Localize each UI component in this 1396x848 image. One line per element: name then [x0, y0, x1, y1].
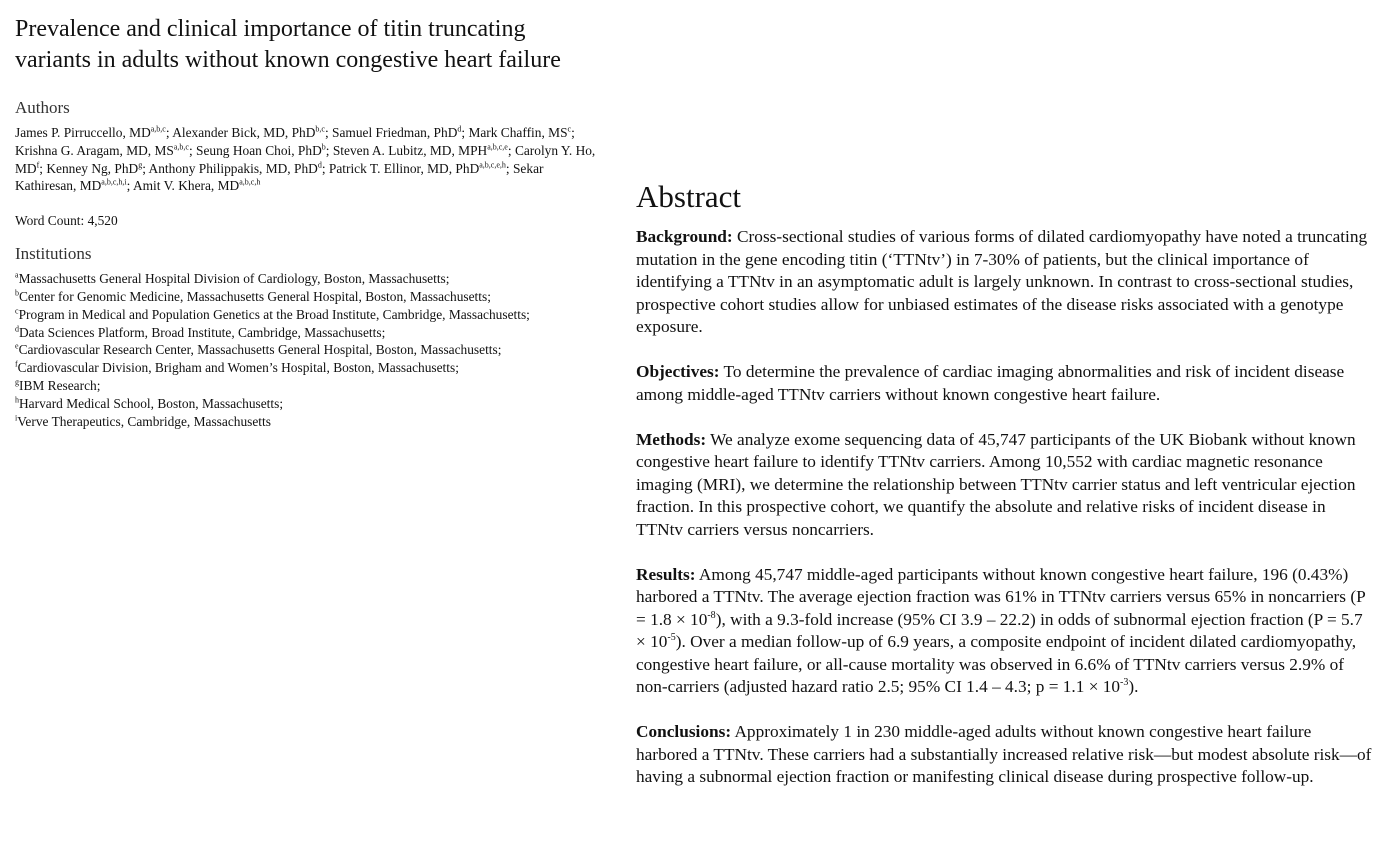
author — [15, 125, 166, 140]
paper-title: Prevalence and clinical importance of titin truncating variants in adults without known congestive heart failure — [15, 16, 561, 73]
conclusions-text: Approximately 1 in 230 middle-aged adults without known congestive heart failure harbored a TTNtv. These carriers had a substantially increased relative risk—but modest absolute risk—of having a subnormal ejection fraction or manifesting clinical disease during prospective follow-up. — [636, 722, 1372, 786]
author-affiliation: a,b,c,e,h — [479, 160, 506, 170]
institution-list — [15, 270, 615, 430]
results-text: ). Over a median follow-up of 6.9 years, a composite endpoint of incident dilated cardiomyopathy, congestive heart failure, or all-cause mortality was observed in 6.6% of TTNtv carriers versus 2.9% of non-carriers (adjusted hazard ratio 2.5; 95% CI 1.4 – 4.3; p = 1.1 × 10 — [636, 632, 1357, 696]
author — [15, 143, 189, 158]
author-affiliation: d — [457, 124, 462, 134]
author — [329, 161, 506, 176]
abstract-conclusions — [636, 721, 1376, 789]
author-affiliation: b,c — [315, 124, 325, 134]
institution-item — [15, 324, 615, 342]
author — [133, 178, 260, 193]
methods-label: Methods: — [636, 429, 707, 449]
results-label: Results: — [636, 564, 696, 584]
author-name: James P. Pirruccello, MD — [15, 125, 151, 140]
institution-item — [15, 377, 615, 395]
title-page-left-column — [15, 14, 615, 430]
institution-key: a — [15, 270, 19, 280]
author-name: Alexander Bick, MD, PhD — [172, 125, 316, 140]
institution-key: i — [15, 413, 18, 423]
author-name: Krishna G. Aragam, MD, MS — [15, 142, 174, 158]
results-text: Among 45,747 middle-aged participants without known congestive heart failure, 196 (0.43%) harbored a TTNtv. The average ejection fraction was 61% in TTNtv carriers versus 65% in noncarriers (P = 1.8 × 10 — [636, 564, 1366, 629]
conclusions-label: Conclusions: — [636, 722, 732, 741]
author-name: Sekar Kathiresan, MD — [15, 160, 544, 194]
author-affiliation: d — [317, 160, 322, 170]
author-affiliation: a,b,c — [150, 124, 166, 134]
abstract-heading: Abstract — [636, 179, 742, 214]
institution-item — [15, 270, 615, 288]
author-affiliation: a,b,c,e — [487, 142, 508, 152]
institution-item — [15, 413, 615, 431]
author-affiliation: a,b,c,h — [239, 177, 261, 187]
author-affiliation: g — [138, 160, 143, 170]
institution-text: Cardiovascular Research Center, Massachusetts General Hospital, Boston, Massachusetts; — [18, 342, 502, 358]
author-name: Samuel Friedman, PhD — [332, 125, 458, 140]
author — [332, 125, 461, 140]
author-list: James P. Pirruccello, MD$^{a,b,c}$; Alexander Bick, MD, PhD$^{b,c}$; Samuel Friedman, PhD$^d$; Mark Chaffin, $MS^c$; Krishna G. Aragam, MD, MS$^{a,b,c}$; Seung Hoan Choi, PhD$^b$; Steven A. Lubitz, MD, MPH$^{a,b,c,e}$; Carolyn Y. Ho, $MD^f$; Kenney Ng, PhD$^g$; Anthony Philippakis, MD, PhD$^d$; Patrick T. Ellinor, MD, PhD$^{a,b,c,e,h}$; Sekar Kathiresan, MD$^{a,b,c,h,i}$; Amit V. Khera, MD$^{a,b,c,h}$ — [15, 124, 596, 194]
objectives-label: Objectives: — [636, 362, 720, 381]
author-name: Steven A. Lubitz, MD, MPH — [332, 142, 488, 158]
abstract-methods — [636, 429, 1376, 542]
authors-heading: Authors — [15, 98, 70, 117]
author-name: Amit V. Khera, MD — [132, 178, 240, 194]
institution-text: IBM Research; — [19, 377, 101, 393]
background-text: Cross-sectional studies of various forms of dilated cardiomyopathy have noted a truncating mutation in the gene encoding titin (‘TTNtv’) in 7-30% of patients, but the clinical importance of identifying a TTNtv in an asymptomatic adult is largely unknown. In contrast to cross-sectional studies, prospective cohort studies allow for unbiased estimates of the disease risks associated with a genotype exposure. — [636, 227, 1368, 336]
abstract-background — [636, 226, 1376, 339]
institution-key: f — [15, 359, 18, 369]
institution-text: Massachusetts General Hospital Division of Cardiology, Boston, Massachusetts; — [18, 271, 450, 287]
author — [333, 143, 508, 158]
methods-text: We analyze exome sequencing data of 45,747 participants of the UK Biobank without known congestive heart failure to identify TTNtv carriers. Among 10,552 with cardiac magnetic resonance imaging (MRI), we determine the relationship between TTNtv carrier status and left ventricular ejection fraction. In this prospective cohort, we quantify the absolute and relative risks of incident disease in TTNtv carriers versus noncarriers. — [636, 429, 1356, 539]
objectives-text: To determine the prevalence of cardiac imaging abnormalities and risk of incident disease among middle-aged TTNtv carriers without known congestive heart failure. — [636, 362, 1345, 404]
author-name: Anthony Philippakis, MD, PhD — [148, 160, 318, 176]
institution-text: Program in Medical and Population Genetics at the Broad Institute, Cambridge, Massachusetts; — [18, 306, 530, 322]
results-exponent: -5 — [667, 632, 676, 644]
author — [172, 125, 325, 140]
author — [46, 161, 142, 176]
author-affiliation: f — [36, 160, 40, 170]
abstract-column — [636, 178, 1376, 811]
abstract-objectives — [636, 361, 1376, 406]
institution-text: Verve Therapeutics, Cambridge, Massachusetts — [17, 413, 271, 429]
institution-item — [15, 288, 615, 306]
institution-item — [15, 341, 615, 359]
results-exponent: -3 — [1120, 677, 1129, 689]
institution-key: c — [15, 306, 19, 316]
author — [468, 125, 571, 140]
author-name: Seung Hoan Choi, PhD — [196, 142, 322, 158]
institution-item — [15, 359, 615, 377]
results-text: ), with a 9.3-fold increase (95% CI 3.9 – 22.2) in odds of subnormal ejection fraction (P = 5.7 × 10 — [636, 609, 1363, 651]
institution-key: b — [15, 288, 19, 298]
author-affiliation: b — [321, 142, 326, 152]
institution-key: g — [15, 377, 19, 387]
author-name: Mark Chaffin, MS — [468, 125, 568, 140]
author-name: Carolyn Y. Ho, MD — [15, 142, 596, 176]
institution-key: h — [15, 395, 19, 405]
institutions-heading: Institutions — [15, 244, 92, 264]
author-affiliation: a,b,c — [173, 142, 189, 152]
author-affiliation: c — [567, 124, 572, 134]
institution-text: Center for Genomic Medicine, Massachusetts General Hospital, Boston, Massachusetts; — [19, 288, 491, 304]
results-text: ). — [1128, 677, 1139, 696]
institution-text: Data Sciences Platform, Broad Institute, Cambridge, Massachusetts; — [19, 324, 386, 340]
institution-text: Cardiovascular Division, Brigham and Women’s Hospital, Boston, Massachusetts; — [17, 360, 459, 376]
author-affiliation: a,b,c,h,i — [101, 177, 127, 187]
author — [196, 143, 326, 158]
institution-text: Harvard Medical School, Boston, Massachusetts; — [19, 395, 284, 411]
author-name: Patrick T. Ellinor, MD, PhD — [328, 160, 480, 176]
results-exponent: -8 — [707, 609, 716, 621]
abstract-results — [636, 564, 1376, 699]
author-name: Kenney Ng, PhD — [46, 160, 139, 176]
institution-key: d — [15, 324, 19, 334]
author — [149, 161, 322, 176]
word-count: Word Count: 4,520 — [15, 213, 118, 229]
institution-item — [15, 306, 615, 324]
institution-key: e — [15, 341, 19, 351]
background-label: Background: — [636, 227, 733, 246]
institution-item — [15, 395, 615, 413]
